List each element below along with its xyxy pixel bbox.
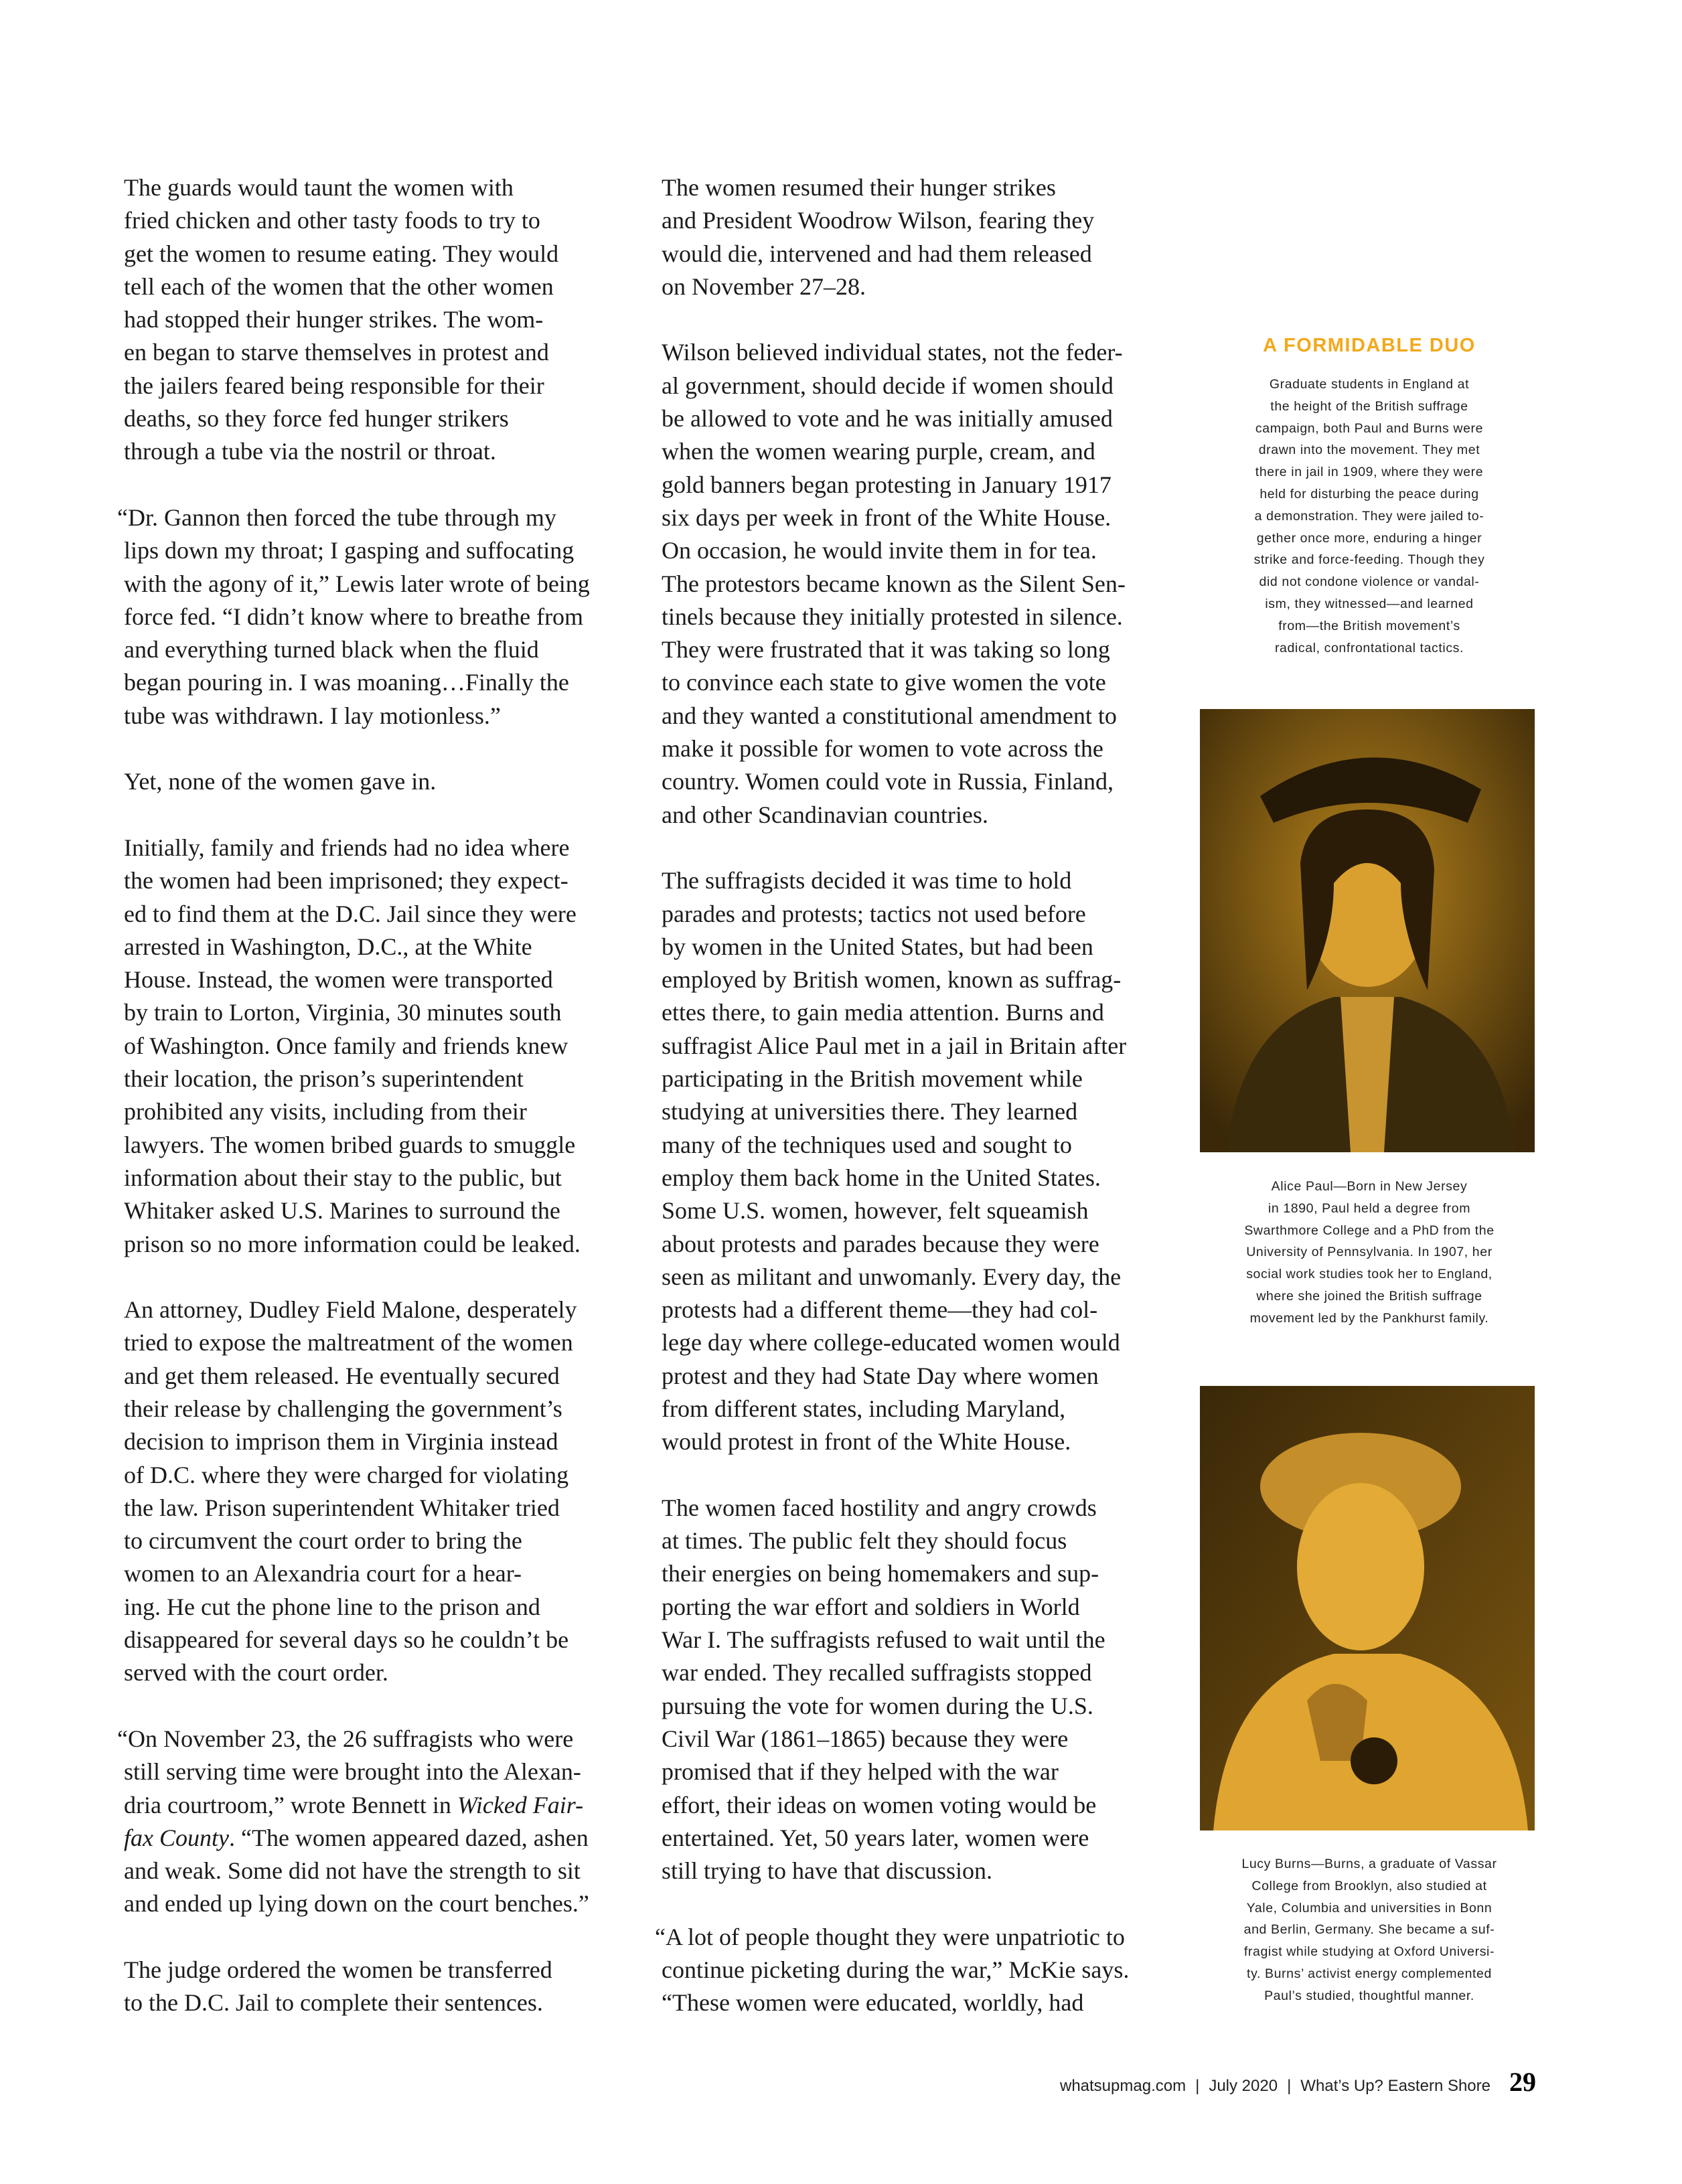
text-line: and get them released. He eventually secured — [124, 1362, 560, 1389]
text-line: and ended up lying down on the court benches.” — [124, 1890, 589, 1918]
text-line: social work studies took her to England, — [1246, 1267, 1493, 1282]
article-column-1 — [117, 171, 646, 2020]
text-line: University of Pennsylvania. In 1907, her — [1246, 1245, 1493, 1260]
text-line: ism, they witnessed—and learned — [1265, 596, 1474, 611]
text-line: Paul’s studied, thoughtful manner. — [1264, 1988, 1474, 2003]
paragraph — [662, 336, 1184, 831]
quote-paragraph — [117, 501, 646, 732]
text-line: deaths, so they force fed hunger strikers — [124, 405, 509, 433]
text-line: would die, intervened and had them released — [662, 240, 1092, 267]
text-line: The women faced hostility and angry crowds — [662, 1494, 1097, 1521]
text-line: to the D.C. Jail to complete their sentences. — [124, 1989, 543, 2017]
text-line: fragist while studying at Oxford Universi- — [1243, 1944, 1495, 1960]
text-line: at times. The public felt they should focus — [662, 1527, 1067, 1555]
page-number: 29 — [1509, 2067, 1536, 2097]
text-line: the height of the British suffrage — [1270, 398, 1468, 414]
text-line: and weak. Some did not have the strength to sit — [124, 1857, 581, 1885]
text-line: tube was withdrawn. I lay motionless.” — [124, 702, 501, 729]
text-line: The suffragists decided it was time to hold — [662, 867, 1072, 894]
footer-date: July 2020 — [1209, 2077, 1278, 2095]
page-footer — [1060, 2066, 1536, 2098]
text-line: lips down my throat; I gasping and suffocating — [124, 537, 575, 564]
footer-separator: | — [1287, 2077, 1292, 2095]
text-line: ty. Burns’ activist energy complemented — [1247, 1966, 1492, 1981]
text-line: Initially, family and friends had no idea where — [124, 834, 570, 861]
sidebar-intro — [1199, 374, 1540, 659]
text-line: prohibited any visits, including from their — [124, 1098, 527, 1125]
text-line: to circumvent the court order to bring the — [124, 1527, 522, 1555]
text-line: al government, should decide if women should — [662, 372, 1114, 399]
text-line: “These women were educated, worldly, had — [662, 1989, 1084, 2017]
text-line: campaign, both Paul and Burns were — [1255, 420, 1484, 436]
footer-website: whatsupmag.com — [1059, 2077, 1187, 2095]
text-line: employed by British women, known as suffrag- — [662, 966, 1122, 994]
text-line: ing. He cut the phone line to the prison and — [124, 1593, 540, 1620]
lucy-burns-photo — [1200, 1386, 1535, 1830]
text-line: seen as militant and unwomanly. Every day, the — [662, 1263, 1122, 1290]
book-title: fax County — [124, 1824, 229, 1851]
text-line: Graduate students in England at — [1269, 377, 1470, 392]
paragraph — [124, 1954, 646, 2020]
text-line: fried chicken and other tasty foods to try to — [124, 207, 540, 234]
text-line: Alice Paul—Born in New Jersey — [1271, 1179, 1468, 1194]
text-line: to convince each state to give women the vote — [662, 669, 1106, 696]
text-line: the law. Prison superintendent Whitaker tried — [124, 1494, 560, 1521]
text-line: lege day where college-educated women would — [662, 1329, 1120, 1356]
text-line: War I. The suffragists refused to wait until the — [662, 1626, 1105, 1654]
text-line: Yale, Columbia and universities in Bonn — [1246, 1900, 1493, 1916]
text-line: The guards would taunt the women with — [124, 174, 514, 201]
text-line: protest and they had State Day where women — [662, 1362, 1099, 1389]
text-line: radical, confrontational tactics. — [1274, 640, 1464, 655]
text-line: on November 27–28. — [662, 272, 866, 300]
paragraph — [662, 171, 1184, 303]
footer-separator: | — [1195, 2077, 1200, 2095]
alice-paul-photo — [1200, 709, 1535, 1152]
text-line: decision to imprison them in Virginia instead — [124, 1428, 558, 1456]
text-line: On occasion, he would invite them in for tea. — [662, 537, 1097, 564]
text-line: the women had been imprisoned; they expect- — [124, 867, 568, 894]
text-line: and Berlin, Germany. She became a suf- — [1243, 1922, 1495, 1938]
text-line: there in jail in 1909, where they were — [1255, 465, 1484, 480]
text-line: information about their stay to the public, but — [124, 1164, 562, 1191]
text-line: arrested in Washington, D.C., at the White — [124, 933, 532, 960]
text-line: their release by challenging the government’s — [124, 1395, 562, 1422]
text-line: movement led by the Pankhurst family. — [1249, 1310, 1489, 1326]
text-line: studying at universities there. They learned — [662, 1098, 1078, 1125]
text-line: about protests and parades because they were — [662, 1230, 1099, 1257]
text-line: a demonstration. They were jailed to- — [1254, 508, 1484, 524]
text-line: gold banners began protesting in January 1917 — [662, 471, 1112, 498]
text-line: en began to starve themselves in protest and — [124, 339, 549, 366]
text-line: get the women to resume eating. They would — [124, 240, 559, 267]
text-line: strike and force-feeding. Though they — [1253, 552, 1485, 568]
portrait-image — [1200, 709, 1535, 1152]
text-line: The protestors became known as the Silent Sen- — [662, 570, 1126, 597]
text-line: and everything turned black when the fluid — [124, 636, 539, 664]
quote-paragraph — [655, 1921, 1184, 2020]
text-line: continue picketing during the war,” McKie says. — [662, 1956, 1130, 1984]
text-line: country. Women could vote in Russia, Finland, — [662, 768, 1114, 795]
text-line: make it possible for women to vote across the — [662, 735, 1103, 763]
text-line: Lucy Burns—Burns, a graduate of Vassar — [1241, 1857, 1497, 1871]
text-line: tried to expose the maltreatment of the women — [124, 1329, 573, 1356]
text-line: prison so no more information could be leaked. — [124, 1230, 581, 1257]
portrait-image — [1200, 1386, 1535, 1830]
text-line: their location, the prison’s superintendent — [124, 1065, 524, 1093]
text-line: from—the British movement’s — [1278, 618, 1460, 633]
text-line: from different states, including Maryland, — [662, 1395, 1066, 1422]
text-line: employ them back home in the United States. — [662, 1164, 1101, 1191]
text-line: Civil War (1861–1865) because they were — [662, 1725, 1069, 1752]
text-line: Some U.S. women, however, felt squeamish — [662, 1197, 1089, 1225]
text-line: gether once more, enduring a hinger — [1256, 530, 1482, 546]
book-title: Wicked Fair- — [457, 1791, 584, 1818]
text-line: tell each of the women that the other women — [124, 272, 554, 300]
text-line: tinels because they initially protested in silence. — [662, 603, 1123, 630]
text-line: Swarthmore College and a PhD from the — [1244, 1223, 1495, 1238]
text-line: be allowed to vote and he was initially amused — [662, 405, 1113, 433]
text-line: An attorney, Dudley Field Malone, desperately — [124, 1296, 577, 1324]
text-line: with the agony of it,” Lewis later wrote of being — [124, 570, 590, 597]
text-line: participating in the British movement while — [662, 1065, 1083, 1093]
text-line: ed to find them at the D.C. Jail since they were — [124, 900, 577, 927]
text-line: where she joined the British suffrage — [1256, 1288, 1482, 1304]
text-line: drawn into the movement. They met — [1258, 443, 1480, 458]
text-line: still serving time were brought into the Alexan- — [124, 1758, 581, 1786]
text-line: their energies on being homemakers and sup- — [662, 1560, 1099, 1587]
text-line: six days per week in front of the White House. — [662, 503, 1112, 531]
text-line: by train to Lorton, Virginia, 30 minutes south — [124, 999, 562, 1026]
text-line: and they wanted a constitutional amendment to — [662, 702, 1117, 729]
lucy-burns-caption — [1199, 1853, 1540, 2007]
paragraph — [662, 1492, 1184, 1888]
text-line: Wilson believed individual states, not the feder- — [662, 339, 1123, 366]
text-line: still trying to have that discussion. — [662, 1857, 992, 1885]
text-line: had stopped their hunger strikes. The wom- — [124, 306, 544, 333]
text-line: war ended. They recalled suffragists stopped — [662, 1659, 1092, 1687]
text-line: and other Scandinavian countries. — [662, 801, 988, 828]
text-line: The women resumed their hunger strikes — [662, 174, 1056, 201]
text-line: pursuing the vote for women during the U.S. — [662, 1692, 1093, 1719]
text-line: held for disturbing the peace during — [1259, 486, 1479, 501]
text-line: House. Instead, the women were transported — [124, 966, 553, 994]
text-line: suffragist Alice Paul met in a jail in Britain after — [662, 1032, 1127, 1059]
paragraph — [124, 1294, 646, 1690]
text-line: the jailers feared being responsible for their — [124, 372, 544, 399]
text-line: of D.C. where they were charged for violating — [124, 1461, 569, 1488]
text-line: promised that if they helped with the war — [662, 1758, 1059, 1786]
text-line: effort, their ideas on women voting would be — [662, 1791, 1097, 1818]
text-line: “On November 23, the 26 suffragists who were — [117, 1725, 574, 1752]
text-line: began pouring in. I was moaning…Finally the — [124, 669, 569, 696]
text-line: of Washington. Once family and friends knew — [124, 1032, 568, 1059]
text-line: in 1890, Paul held a degree from — [1268, 1200, 1471, 1216]
text-line: The judge ordered the women be transferred — [124, 1956, 552, 1984]
quote-paragraph — [117, 1723, 646, 1921]
text-line: women to an Alexandria court for a hear- — [124, 1560, 522, 1587]
text-line: “A lot of people thought they were unpatriotic to — [655, 1923, 1125, 1950]
text-span: . “The women appeared dazed, ashen — [228, 1824, 589, 1851]
text-line: porting the war effort and soldiers in World — [662, 1593, 1080, 1620]
text-line: would protest in front of the White House. — [662, 1428, 1071, 1456]
text-line: disappeared for several days so he couldn’t be — [124, 1626, 569, 1654]
text-line: by women in the United States, but had been — [662, 933, 1093, 960]
paragraph — [124, 765, 646, 798]
paragraph — [124, 832, 646, 1261]
text-line: College from Brooklyn, also studied at — [1251, 1878, 1487, 1893]
sidebar-heading: A FORMIDABLE DUO — [1263, 335, 1476, 356]
text-line: parades and protests; tactics not used before — [662, 900, 1086, 927]
text-line: and President Woodrow Wilson, fearing they — [662, 207, 1095, 234]
article-column-2 — [655, 171, 1184, 2020]
text-line: entertained. Yet, 50 years later, women were — [662, 1824, 1089, 1851]
text-line — [124, 1822, 646, 1855]
alice-paul-caption — [1199, 1176, 1540, 1330]
text-line: Whitaker asked U.S. Marines to surround the — [124, 1197, 560, 1225]
paragraph — [662, 864, 1184, 1458]
text-span: dria courtroom,” wrote Bennett in — [124, 1791, 457, 1818]
paragraph — [124, 171, 646, 469]
text-line: through a tube via the nostril or throat. — [124, 438, 496, 465]
text-line: served with the court order. — [124, 1659, 388, 1687]
text-line: when the women wearing purple, cream, and — [662, 438, 1095, 465]
text-line: protests had a different theme—they had col- — [662, 1296, 1098, 1324]
text-line: force fed. “I didn’t know where to breathe from — [124, 603, 584, 630]
text-line: They were frustrated that it was taking so long — [662, 636, 1110, 664]
text-line — [124, 1789, 646, 1822]
text-line: Yet, none of the women gave in. — [124, 768, 437, 795]
text-line: did not condone violence or vandal- — [1259, 574, 1480, 590]
text-line: many of the techniques used and sought to — [662, 1131, 1072, 1158]
text-line: “Dr. Gannon then forced the tube through my — [117, 503, 556, 531]
text-line: lawyers. The women bribed guards to smuggle — [124, 1131, 576, 1158]
text-line: ettes there, to gain media attention. Burns and — [662, 999, 1104, 1026]
footer-magazine: What’s Up? Eastern Shore — [1300, 2077, 1490, 2095]
